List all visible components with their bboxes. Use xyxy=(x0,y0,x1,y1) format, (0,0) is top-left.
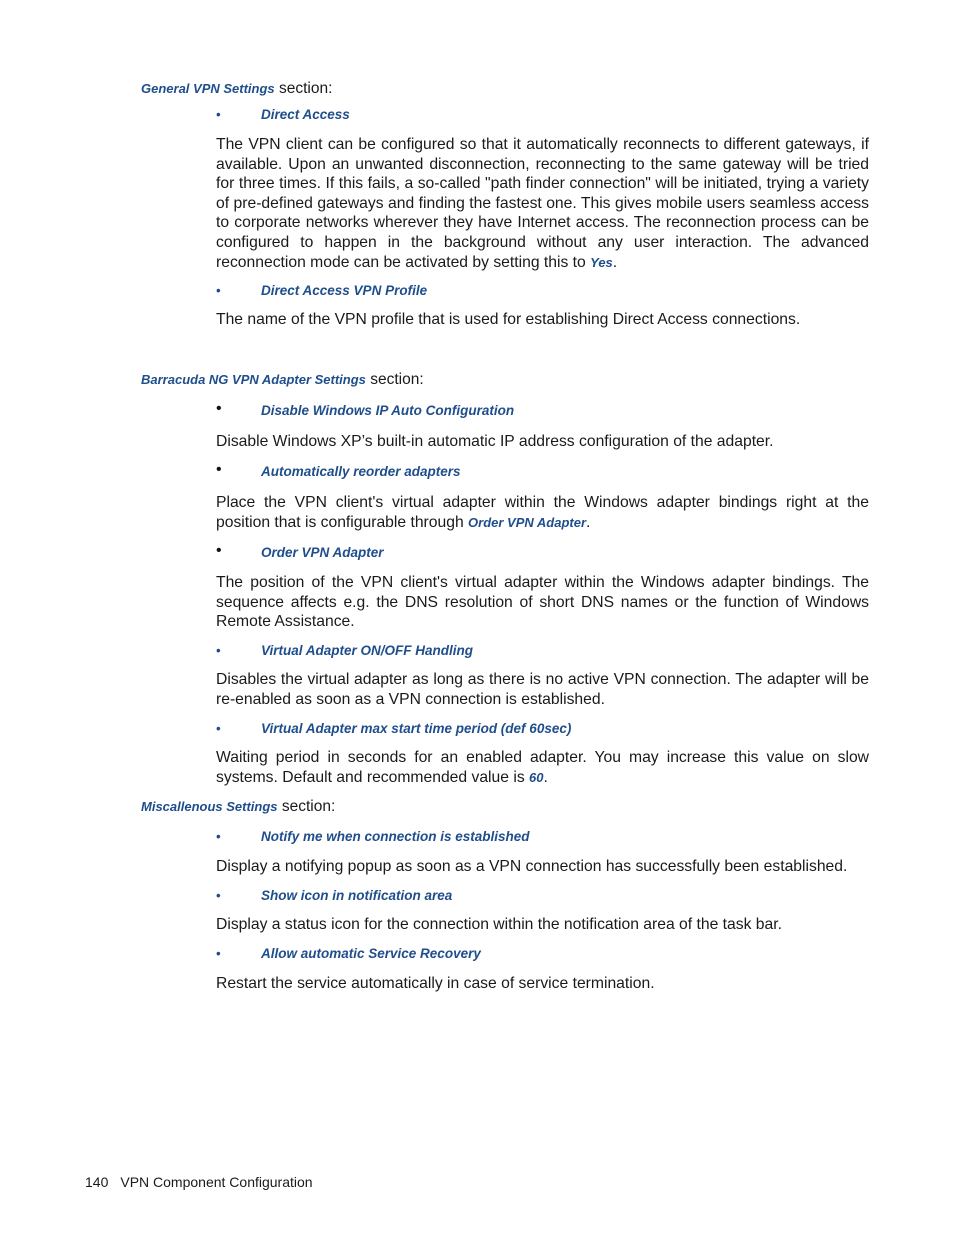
bullet-icon: • xyxy=(216,888,221,903)
paragraph-max-start-time xyxy=(216,748,869,787)
chapter-title: VPN Component Configuration xyxy=(120,1174,313,1190)
section-suffix: section: xyxy=(274,80,333,97)
paragraph-text: The position of the VPN client's virtual adapter within the Windows adapter bindings. The sequence affects e.g. the DNS resolution of short DNS names or the function of Windows Remote Assistance. xyxy=(216,574,869,631)
bullet-icon: • xyxy=(216,107,221,122)
paragraph-end: . xyxy=(612,253,618,271)
bullet-icon: • xyxy=(216,829,221,844)
bullet-icon: • xyxy=(216,283,221,298)
item-title: Notify me when connection is established xyxy=(261,829,530,844)
paragraph-text: The name of the VPN profile that is used for establishing Direct Access connections. xyxy=(216,311,801,328)
section-suffix: section: xyxy=(277,798,336,815)
paragraph-service-recovery xyxy=(216,974,869,994)
item-title: Disable Windows IP Auto Configuration xyxy=(261,403,515,418)
section-heading-adapter xyxy=(141,371,424,389)
item-title: Virtual Adapter max start time period (def 60sec) xyxy=(261,721,572,736)
paragraph-text: Restart the service automatically in case of service termination. xyxy=(216,975,655,992)
item-title: Direct Access xyxy=(261,107,350,122)
paragraph-show-icon xyxy=(216,915,869,935)
paragraph-disable-ip-auto xyxy=(216,432,869,452)
bullet-icon: • xyxy=(216,643,221,658)
section-label: Miscallenous Settings xyxy=(141,799,278,814)
paragraph-onoff-handling xyxy=(216,670,869,709)
paragraph-text: The VPN client can be configured so that it automatically reconnects to different gateways, if available. Upon an unwanted disconnection, reconnecting to the same gateway will be tried for three times. If this fails, a so-called "path finder connection" will be initiated, trying a variety of pre-defined gateways and finding the fastest one. This gives mobile users seamless access to corporate networks wherever they have Internet access. The reconnection process can be configured to happen in the background without any user interaction. The advanced reconnection mode can be activated by setting this to xyxy=(216,136,869,271)
section-label: Barracuda NG VPN Adapter Settings xyxy=(141,372,366,387)
item-title: Automatically reorder adapters xyxy=(261,464,461,479)
paragraph-direct-access xyxy=(216,135,869,272)
item-title: Allow automatic Service Recovery xyxy=(261,946,481,961)
item-title: Order VPN Adapter xyxy=(261,545,384,560)
paragraph-text: Waiting period in seconds for an enabled adapter. You may increase this value on slow systems. Default and recommended value is xyxy=(216,749,869,786)
bullet-icon: • xyxy=(216,400,222,417)
paragraph-text: Place the VPN client's virtual adapter within the Windows adapter bindings right at the position that is configurable through xyxy=(216,494,869,531)
bullet-icon: • xyxy=(216,461,222,478)
section-heading-misc xyxy=(141,798,335,816)
paragraph-text: Disables the virtual adapter as long as there is no active VPN connection. The adapter will be re-enabled as soon as a VPN connection is established. xyxy=(216,671,869,708)
bullet-icon: • xyxy=(216,946,221,961)
paragraph-order-adapter xyxy=(216,573,869,632)
inline-value: 60 xyxy=(529,769,544,785)
paragraph-end: . xyxy=(586,513,591,531)
paragraph-text: Display a notifying popup as soon as a VPN connection has successfully been established. xyxy=(216,858,848,875)
paragraph-text: Display a status icon for the connection within the notification area of the task bar. xyxy=(216,916,782,933)
item-title: Show icon in notification area xyxy=(261,888,453,903)
page-footer xyxy=(85,1174,313,1190)
paragraph-end: . xyxy=(543,768,548,786)
page-number: 140 xyxy=(85,1174,109,1190)
section-heading-general xyxy=(141,80,332,98)
item-title: Direct Access VPN Profile xyxy=(261,283,428,298)
paragraph-direct-access-profile xyxy=(216,310,869,330)
section-label: General VPN Settings xyxy=(141,81,275,96)
inline-value: Yes xyxy=(590,254,613,270)
paragraph-auto-reorder xyxy=(216,493,869,532)
paragraph-text: Disable Windows XP’s built-in automatic IP address configuration of the adapter. xyxy=(216,433,774,450)
item-title: Virtual Adapter ON/OFF Handling xyxy=(261,643,474,658)
paragraph-notify xyxy=(216,857,869,877)
bullet-icon: • xyxy=(216,721,221,736)
bullet-icon: • xyxy=(216,542,222,559)
inline-value: Order VPN Adapter xyxy=(468,514,587,530)
section-suffix: section: xyxy=(365,371,424,388)
